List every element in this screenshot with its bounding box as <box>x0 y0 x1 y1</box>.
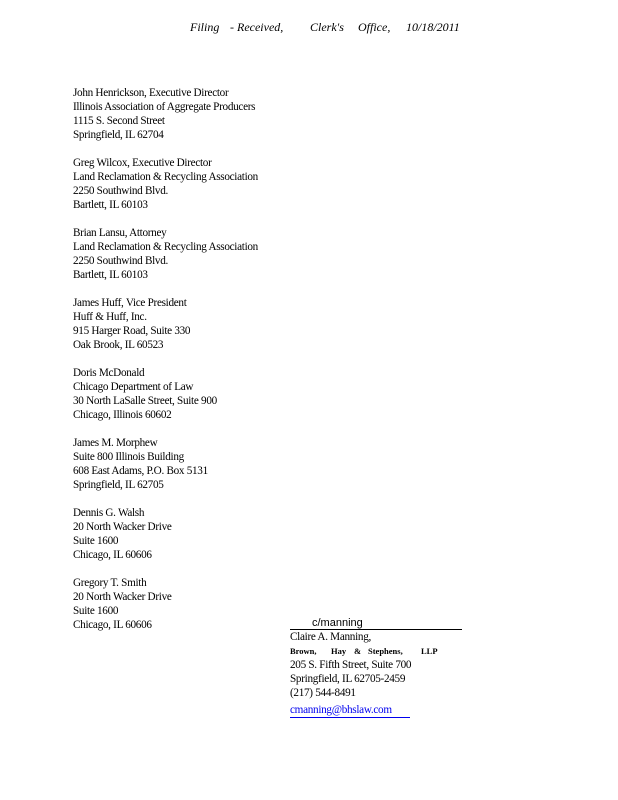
header-clerks: Clerk's <box>310 20 344 34</box>
address-name: James Huff, Vice President <box>73 297 187 309</box>
address-street: 20 North Wacker Drive <box>73 521 172 533</box>
address-city: Springfield, IL 62705 <box>73 479 164 491</box>
firm-name <box>290 644 438 658</box>
firm-address: 205 S. Fifth Street, Suite 700 <box>290 659 412 671</box>
firm-city: Springfield, IL 62705-2459 <box>290 673 406 685</box>
signature-block <box>290 616 470 718</box>
address-organization: Land Reclamation & Recycling Association <box>73 241 258 253</box>
header-office: Office, <box>358 20 391 34</box>
address-city: Chicago, IL 60606 <box>73 549 152 561</box>
address-city: Chicago, IL 60606 <box>73 619 152 631</box>
address-street: 30 North LaSalle Street, Suite 900 <box>73 395 217 407</box>
address-organization: Chicago Department of Law <box>73 381 194 393</box>
address-city: Bartlett, IL 60103 <box>73 269 148 281</box>
header-date: 10/18/2011 <box>406 20 460 34</box>
address-block <box>73 226 373 282</box>
filing-header <box>0 20 618 38</box>
address-organization: Land Reclamation & Recycling Association <box>73 171 258 183</box>
header-filing: Filing <box>190 20 220 34</box>
address-organization: Illinois Association of Aggregate Producers <box>73 101 256 113</box>
address-city: Oak Brook, IL 60523 <box>73 339 164 351</box>
signature-line <box>290 616 462 630</box>
address-name: Dennis G. Walsh <box>73 507 145 519</box>
address-street: 2250 Southwind Blvd. <box>73 185 169 197</box>
address-block <box>73 86 373 142</box>
address-block <box>73 436 373 492</box>
address-block <box>73 366 373 422</box>
signature-rule <box>290 629 462 630</box>
signer-name: Claire A. Manning, <box>290 631 371 643</box>
address-name: Doris McDonald <box>73 367 145 379</box>
address-name: Gregory T. Smith <box>73 577 147 589</box>
address-name: Greg Wilcox, Executive Director <box>73 157 212 169</box>
address-name: Brian Lansu, Attorney <box>73 227 167 239</box>
address-name: John Henrickson, Executive Director <box>73 87 229 99</box>
firm-name-part: Hay <box>331 646 347 656</box>
email-link[interactable]: cmanning@bhslaw.com <box>290 703 410 718</box>
firm-name-part: & <box>354 646 362 656</box>
address-street: 1115 S. Second Street <box>73 115 165 127</box>
firm-phone: (217) 544-8491 <box>290 687 356 699</box>
address-street: 915 Harger Road, Suite 330 <box>73 325 191 337</box>
address-block <box>73 506 373 562</box>
address-block <box>73 296 373 352</box>
address-suite: Suite 1600 <box>73 605 119 617</box>
electronic-signature: c/manning <box>312 617 363 629</box>
address-street: 2250 Southwind Blvd. <box>73 255 169 267</box>
address-suite: Suite 1600 <box>73 535 119 547</box>
header-received: - Received, <box>230 20 284 34</box>
address-organization: Suite 800 Illinois Building <box>73 451 184 463</box>
address-city: Springfield, IL 62704 <box>73 129 164 141</box>
address-city: Bartlett, IL 60103 <box>73 199 148 211</box>
address-block <box>73 156 373 212</box>
address-organization: Huff & Huff, Inc. <box>73 311 147 323</box>
firm-name-part: Stephens, <box>368 646 403 656</box>
address-city: Chicago, Illinois 60602 <box>73 409 172 421</box>
firm-name-part: LLP <box>421 646 438 656</box>
address-name: James M. Morphew <box>73 437 158 449</box>
address-street: 20 North Wacker Drive <box>73 591 172 603</box>
address-street: 608 East Adams, P.O. Box 5131 <box>73 465 208 477</box>
service-list <box>73 86 373 646</box>
firm-name-part: Brown, <box>290 646 317 656</box>
